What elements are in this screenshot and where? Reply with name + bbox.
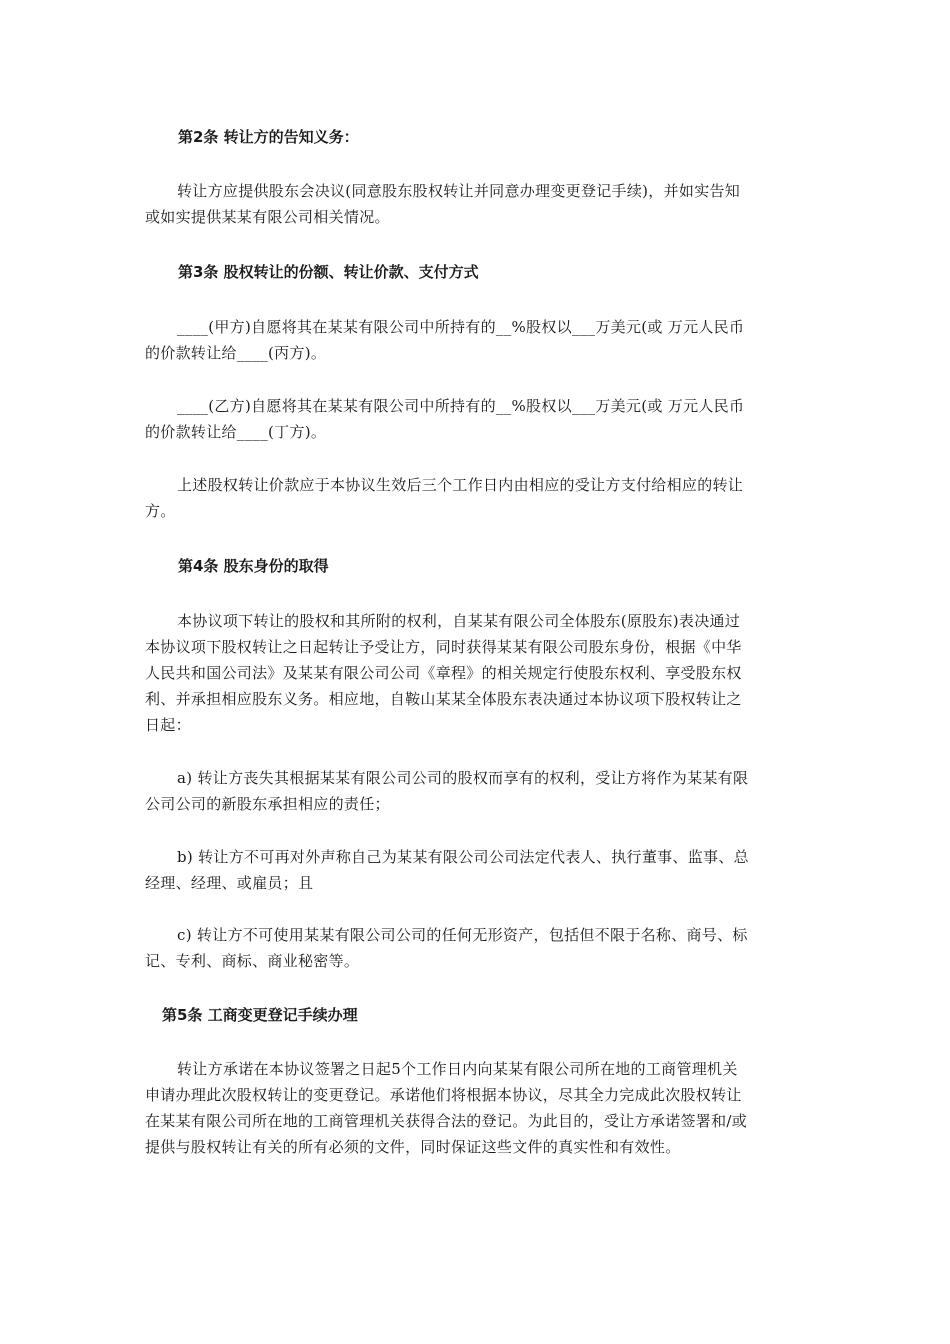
section-2-heading: 第2条 转让方的告知义务：	[178, 128, 359, 146]
section-4-item-b	[145, 844, 810, 896]
text-line: b) 转让方不可再对外声称自己为某某有限公司公司法定代表人、执行董事、监事、总	[177, 848, 749, 866]
section-4-item-c	[145, 922, 810, 974]
section-5-heading: 第5条 工商变更登记手续办理	[162, 1006, 358, 1024]
text-line: 转让方承诺在本协议签署之日起5个工作日内向某某有限公司所在地的工商管理机关	[177, 1060, 738, 1078]
text-line: 转让方应提供股东会决议(同意股东股权转让并同意办理变更登记手续)，并如实告知	[177, 182, 741, 200]
section-3-paragraph-2	[145, 393, 810, 445]
section-4-heading: 第4条 股东身份的取得	[178, 557, 329, 575]
text-line: ____(乙方)自愿将其在某某有限公司中所持有的__%股权以___万美元(或 万元人民币	[177, 397, 745, 415]
text-line: 申请办理此次股权转让的变更登记。承诺他们将根据本协议，尽其全力完成此次股权转让	[145, 1086, 742, 1104]
text-line: 上述股权转让价款应于本协议生效后三个工作日内由相应的受让方支付给相应的转让	[177, 476, 744, 494]
section-5-paragraph	[145, 1056, 810, 1160]
text-line: 利、并承担相应股东义务。相应地，自鞍山某某全体股东表决通过本协议项下股权转让之	[145, 690, 742, 708]
text-line: 公司公司的新股东承担相应的责任；	[145, 795, 390, 813]
text-line: c) 转让方不可使用某某有限公司公司的任何无形资产，包括但不限于名称、商号、标	[177, 926, 748, 944]
text-line: 日起：	[145, 716, 191, 734]
text-line: 的价款转让给____(丙方)。	[145, 344, 327, 362]
section-3-paragraph-1	[145, 314, 810, 366]
text-line: a) 转让方丧失其根据某某有限公司公司的股权而享有的权利，受让方将作为某某有限	[177, 769, 749, 787]
text-line: 记、专利、商标、商业秘密等。	[145, 952, 360, 970]
text-line: 经理、经理、或雇员；且	[145, 874, 314, 892]
section-3-paragraph-3	[145, 472, 810, 524]
text-line: 本协议项下转让的股权和其所附的权利，自某某有限公司全体股东(原股东)表决通过	[177, 612, 741, 630]
text-line: 在某某有限公司所在地的工商管理机关获得合法的登记。为此目的，受让方承诺签署和/或	[145, 1112, 748, 1130]
text-line: ____(甲方)自愿将其在某某有限公司中所持有的__%股权以___万美元(或 万元人民币	[177, 318, 745, 336]
section-3-heading: 第3条 股权转让的份额、转让价款、支付方式	[178, 263, 479, 281]
text-line: 本协议项下股权转让之日起转让予受让方，同时获得某某有限公司股东身份，根据《中华	[145, 638, 742, 656]
section-2-paragraph	[145, 178, 810, 230]
text-line: 的价款转让给____(丁方)。	[145, 423, 327, 441]
text-line: 或如实提供某某有限公司相关情况。	[145, 208, 390, 226]
text-line: 提供与股权转让有关的所有必须的文件，同时保证这些文件的真实性和有效性。	[145, 1138, 681, 1156]
section-4-item-a	[145, 765, 810, 817]
section-4-paragraph	[145, 608, 810, 738]
text-line: 人民共和国公司法》及某某有限公司公司《章程》的相关规定行使股东权利、享受股东权	[145, 664, 742, 682]
text-line: 方。	[145, 502, 176, 520]
